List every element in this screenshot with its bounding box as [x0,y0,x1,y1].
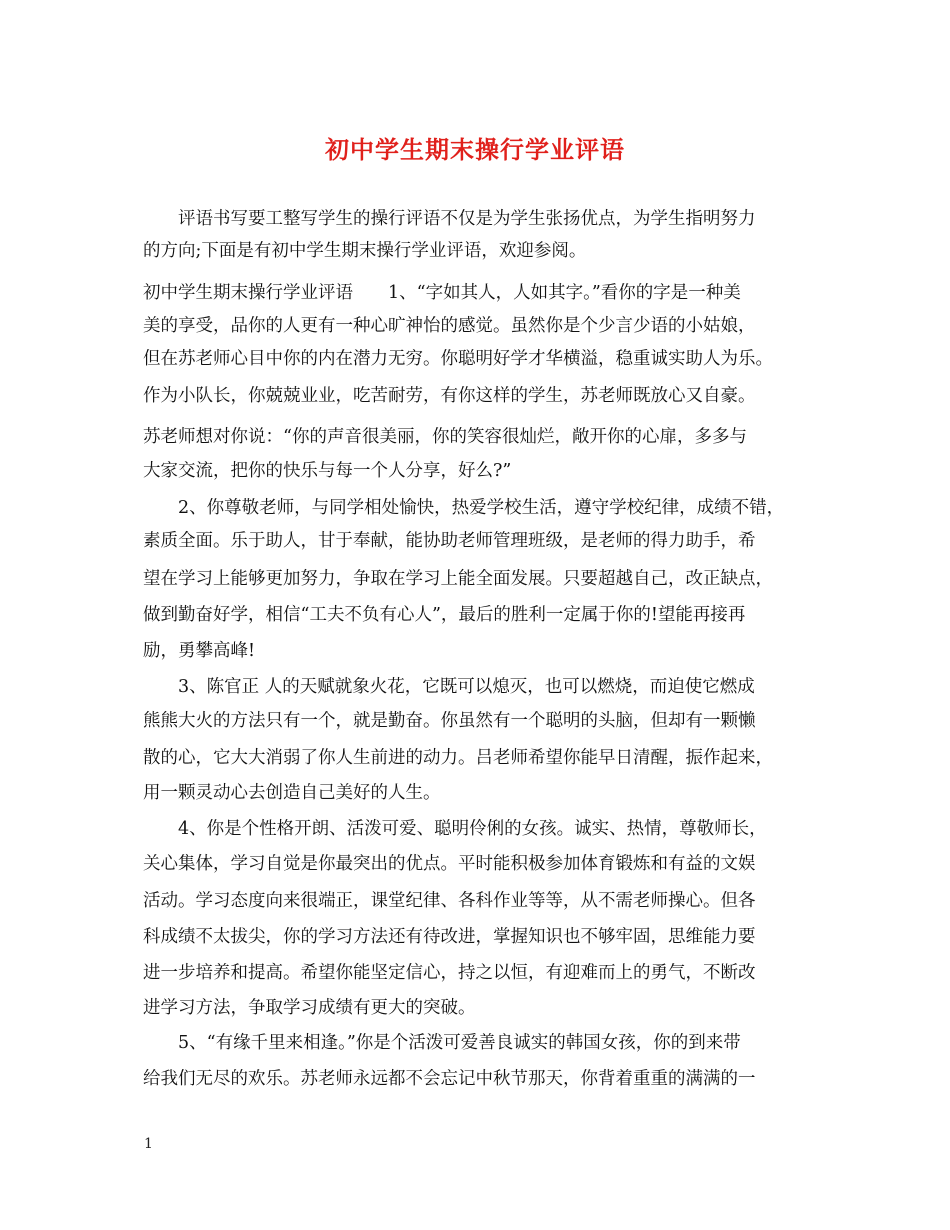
paragraph-line: 评语书写要工整写学生的操行评语不仅是为学生张扬优点，为学生指明努力 [178,209,756,229]
paragraph-line: 励，勇攀高峰! [143,641,256,661]
paragraph-line: 给我们无尽的欢乐。苏老师永远都不会忘记中秋节那天，你背着重重的满满的一 [143,1069,756,1089]
paragraph-line: 用一颗灵动心去创造自己美好的人生。 [143,783,441,803]
paragraph-line: 4、你是个性格开朗、活泼可爱、聪明伶俐的女孩。诚实、热情，尊敬师长， [178,819,767,839]
paragraph-line: 苏老师想对你说：“你的声音很美丽，你的笑容很灿烂，敞开你的心扉，多多与 [143,427,747,447]
document-title: 初中学生期末操行学业评语 [325,135,625,164]
paragraph-line: 作为小队长，你兢兢业业，吃苦耐劳，有你这样的学生，苏老师既放心又自豪。 [143,386,756,406]
paragraph-line: 进学习方法，争取学习成绩有更大的突破。 [143,998,476,1018]
paragraph-line: 望在学习上能够更加努力，争取在学习上能全面发展。只要超越自己，改正缺点， [143,569,773,589]
page-number: 1 [144,1136,153,1152]
paragraph-line: 素质全面。乐于助人，甘于奉献，能协助老师管理班级，是老师的得力助手，希 [143,531,756,551]
paragraph-line: 但在苏老师心目中你的内在潜力无穷。你聪明好学才华横溢，稳重诚实助人为乐。 [143,349,773,369]
paragraph-line: 关心集体，学习自觉是你最突出的优点。平时能积极参加体育锻炼和有益的文娱 [143,854,756,874]
paragraph-line: 3、陈官正 人的天赋就象火花，它既可以熄灭，也可以燃烧，而迫使它燃成 [178,677,755,697]
paragraph-line: 5、“有缘千里来相逢。”你是个活泼可爱善良诚实的韩国女孩，你的到来带 [178,1033,741,1053]
paragraph-line: 2、你尊敬老师，与同学相处愉快，热爱学校生活，遵守学校纪律，成绩不错， [178,498,785,518]
paragraph-line: 活动。学习态度向来很端正，课堂纪律、各科作业等等，从不需老师操心。但各 [143,891,756,911]
paragraph-line: 做到勤奋好学，相信“工夫不负有心人”，最后的胜利一定属于你的!望能再接再 [143,605,746,625]
paragraph-line: 进一步培养和提高。希望你能坚定信心，持之以恒，有迎难而上的勇气，不断改 [143,963,756,983]
paragraph-line: 初中学生期末操行学业评语 1、“字如其人，人如其字。”看你的字是一种美 [143,283,741,303]
paragraph-line: 美的享受，品你的人更有一种心旷神怡的感觉。虽然你是个少言少语的小姑娘， [143,316,756,336]
paragraph-line: 大家交流，把你的快乐与每一个人分享，好么?” [143,461,512,481]
paragraph-line: 的方向;下面是有初中学生期末操行学业评语，欢迎参阅。 [143,241,587,261]
paragraph-line: 散的心，它大大消弱了你人生前进的动力。吕老师希望你能早日清醒，振作起来， [143,748,773,768]
paragraph-line: 熊熊大火的方法只有一个，就是勤奋。你虽然有一个聪明的头脑，但却有一颗懒 [143,711,756,731]
paragraph-line: 科成绩不太拔尖，你的学习方法还有待改进，掌握知识也不够牢固，思维能力要 [143,927,756,947]
